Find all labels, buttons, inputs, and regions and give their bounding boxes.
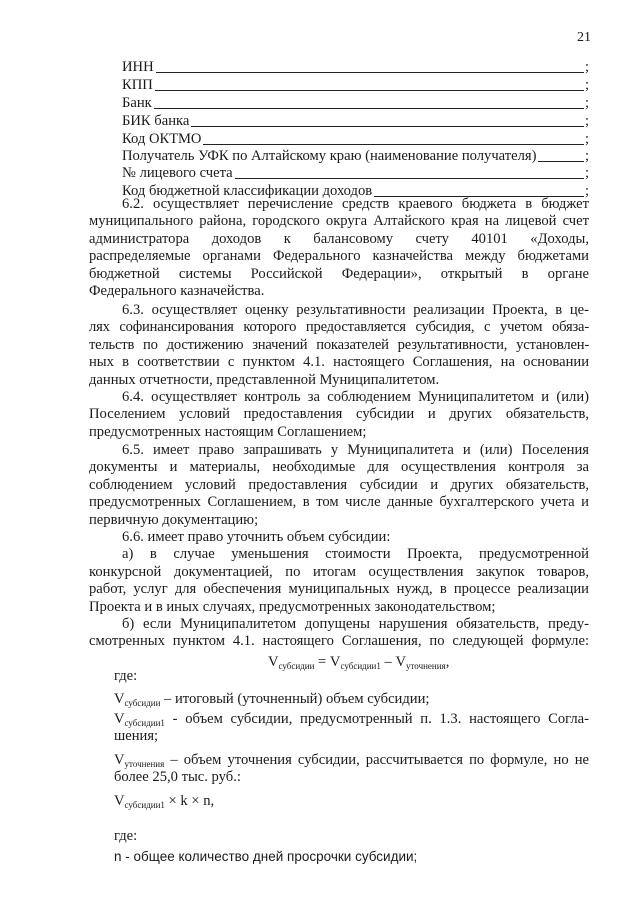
definition-subsidy [114, 690, 429, 712]
formula-symbol: V [114, 752, 125, 768]
requisite-label: БИК банка [122, 113, 190, 129]
definition-subsidy1 [114, 710, 589, 732]
text-line: смотренных пунктом 4.1. настоящего Соглашения, по следующей формуле: [89, 633, 589, 650]
line-terminator: ; [584, 183, 589, 199]
text-line: ных в соответствии с пунктом 4.1. настоящего Соглашения, на основании [89, 354, 589, 371]
line-terminator: ; [584, 59, 589, 75]
requisite-field [122, 131, 589, 148]
line-terminator: ; [584, 131, 589, 147]
fill-in-line [235, 178, 584, 179]
definition-text: - объем субсидии, предусмотренный п. 1.3. настоящего Согла- [164, 711, 589, 727]
fill-in-line [203, 144, 583, 145]
formula-subscript: субсидии1 [124, 718, 165, 728]
paragraph-6-2 [89, 196, 589, 300]
definition-n: n - общее количество дней просрочки субсидии; [114, 849, 418, 864]
formula-symbol: × k × n, [164, 793, 215, 809]
requisite-label: КПП [122, 77, 153, 93]
text-line: 6.3. осуществляет оценку результативности реализации Проекта, в це- [122, 302, 589, 318]
text-line: первичную документацию; [89, 511, 259, 528]
text-line: данных отчетности, представленной Муниципалитетом. [89, 371, 440, 388]
text-line: тельств по достижению значений показателей результативности, установлен- [89, 336, 589, 353]
requisite-label: Банк [122, 95, 152, 111]
formula-symbol: , [445, 654, 450, 670]
page-number: 21 [577, 30, 591, 45]
where-label: где: [114, 828, 138, 844]
fill-in-line [191, 126, 584, 127]
formula-refinement [114, 792, 214, 814]
text-line: конкурсной документацией, по итогам осуществления закупок товаров, [89, 563, 589, 580]
text-line: соблюдением условий предоставления субсидии и других обязательств, [89, 476, 589, 493]
requisite-label: ИНН [122, 59, 154, 75]
text-line: 6.4. осуществляет контроль за соблюдением Муниципалитетом и (или) [122, 389, 589, 405]
text-line: а) в случае уменьшения стоимости Проекта, предусмотренной [122, 546, 589, 563]
formula-subscript: субсидии [124, 698, 161, 708]
formula-subscript: субсидии1 [340, 661, 381, 671]
paragraph-6-6 [89, 529, 589, 651]
fill-in-line [538, 161, 583, 162]
definition-text: – объем уточнения субсидии, рассчитывается по формуле, но не [164, 752, 589, 768]
formula-symbol: V [268, 654, 279, 670]
requisite-field [122, 77, 589, 94]
requisite-field [122, 165, 589, 182]
formula-symbol: – V [380, 654, 406, 670]
text-line: бюджетной системы Российской Федерации», открытый в органе [89, 265, 589, 282]
formula-subscript: субсидии [278, 661, 315, 671]
definition-continuation: шения; [114, 728, 159, 744]
requisite-field [122, 148, 589, 165]
requisite-label: Код бюджетной классификации доходов [122, 183, 373, 199]
paragraph-6-5 [89, 442, 589, 529]
text-line: предусмотренных настоящим Соглашением; [89, 423, 367, 440]
text-line: Поселением условий предоставления субсидии и других обязательств, [89, 406, 589, 423]
where-label: где: [114, 668, 138, 684]
text-line: 6.5. имеет право запрашивать у Муниципалитета и (или) Поселения [122, 442, 589, 458]
formula-subscript: уточнения [124, 759, 165, 769]
paragraph-6-3 [89, 302, 589, 389]
line-terminator: ; [584, 77, 589, 93]
formula-subsidy [268, 654, 449, 671]
text-line: Проекта и в иных случаях, предусмотренных законодательством; [89, 598, 496, 615]
line-terminator: ; [584, 95, 589, 111]
formula-subscript: уточнения [405, 661, 446, 671]
formula-subscript: субсидии1 [124, 800, 165, 810]
text-line: Федерального казначейства. [89, 282, 265, 299]
text-line: лях софинансирования которого предоставляется субсидия, с учетом обяза- [89, 319, 589, 336]
requisite-field [122, 95, 589, 112]
fill-in-line [156, 72, 584, 73]
formula-symbol: = V [314, 654, 341, 670]
text-line: предусмотренных Соглашением, в том числе данные бухгалтерского учета и [89, 494, 589, 511]
requisite-label: Код ОКТМО [122, 131, 202, 147]
fill-in-line [155, 90, 584, 91]
requisite-label: Получатель УФК по Алтайскому краю (наименование получателя) [122, 148, 537, 164]
text-line: б) если Муниципалитетом допущены нарушения обязательств, преду- [122, 615, 589, 632]
text-line: муниципального района, городского округа Алтайского края на лицевой счет [89, 213, 589, 230]
text-line: работ, услуг для обеспечения муниципальных нужд, в процессе реализации [89, 581, 589, 598]
text-line: распределяемые органами Федерального казначейства между бюджетами [89, 248, 589, 265]
fill-in-line [154, 108, 584, 109]
requisite-field [122, 59, 589, 76]
text-line: 6.6. имеет право уточнить объем субсидии: [122, 529, 391, 545]
text-line: 6.2. осуществляет перечисление средств краевого бюджета в бюджет [122, 196, 589, 212]
text-line: администратора доходов к балансовому счету 40101 «Доходы, [89, 230, 589, 247]
line-terminator: ; [584, 148, 589, 164]
requisite-field [122, 113, 589, 130]
requisite-label: № лицевого счета [122, 165, 233, 181]
line-terminator: ; [584, 113, 589, 129]
formula-symbol: V [114, 711, 125, 727]
formula-symbol: V [114, 691, 125, 707]
paragraph-6-4 [89, 389, 589, 441]
definition-continuation: более 25,0 тыс. руб.: [114, 769, 241, 785]
definition-text: – итоговый (уточненный) объем субсидии; [160, 691, 430, 707]
text-line: документы и материалы, необходимые для осуществления контроля за [89, 459, 589, 476]
formula-symbol: V [114, 793, 125, 809]
line-terminator: ; [584, 165, 589, 181]
